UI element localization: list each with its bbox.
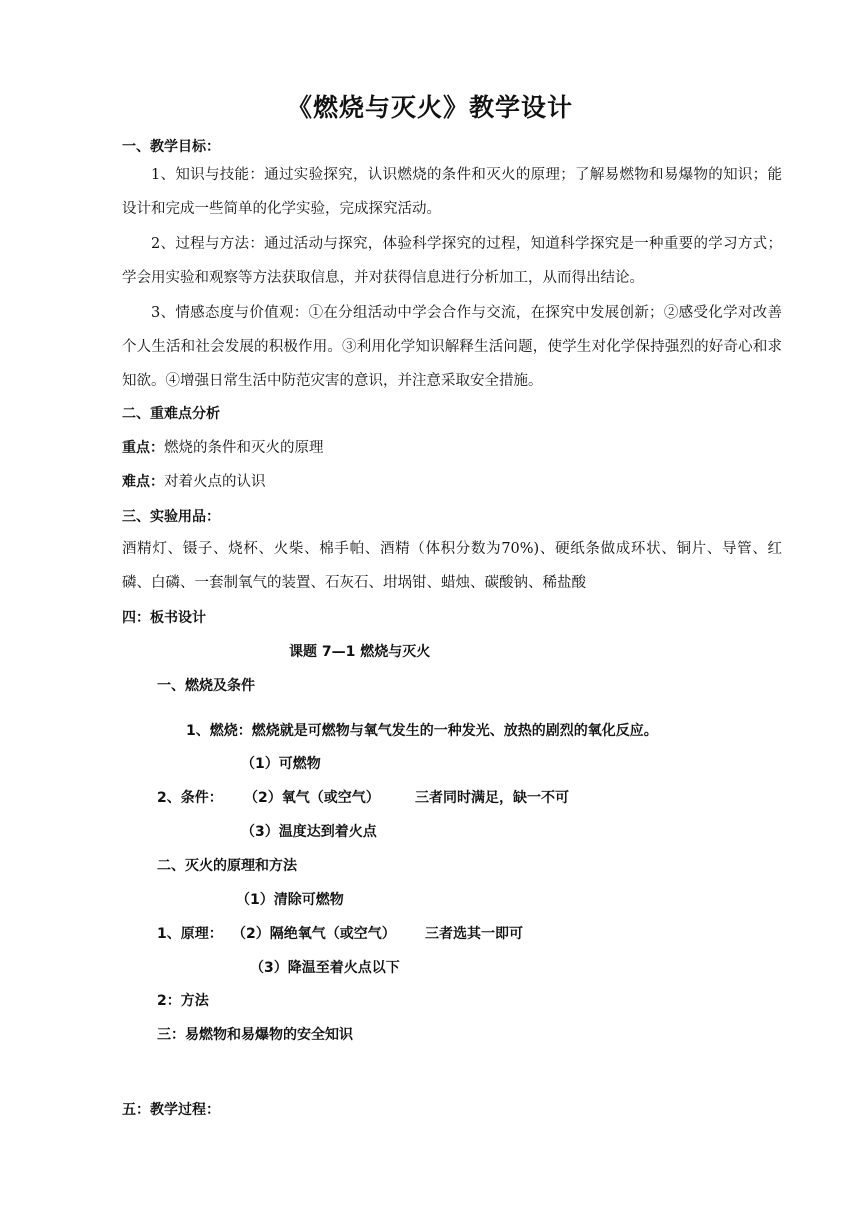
condition-1: （1）可燃物 xyxy=(241,756,321,772)
board-part1: 一、燃烧及条件 xyxy=(157,678,255,694)
combustion-definition: 1、燃烧：燃烧就是可燃物与氧气发生的一种发光、放热的剧烈的氧化反应。 xyxy=(186,723,658,739)
board-part2: 二、灭火的原理和方法 xyxy=(157,858,297,874)
difficult-point-text: 对着火点的认识 xyxy=(164,474,266,490)
condition-note: 三者同时满足，缺一不可 xyxy=(415,790,569,806)
principle-2: （2）隔绝氧气（或空气） xyxy=(232,926,396,942)
materials-list: 酒精灯、镊子、烧杯、火柴、棉手帕、酒精（体积分数为70%)、硬纸条做成环状、铜片、导管、红磷、白磷、一套制氧气的装置、石灰石、坩埚钳、蜡烛、碳酸钠、稀盐酸 xyxy=(122,541,782,591)
document-title: 《燃烧与灭火》教学设计 xyxy=(286,93,573,122)
difficult-point xyxy=(122,472,266,492)
principle-label: 1、原理： xyxy=(157,926,223,942)
section-heading-objectives: 一、教学目标： xyxy=(122,139,220,155)
principle-1: （1）清除可燃物 xyxy=(236,892,344,908)
key-point xyxy=(122,438,324,458)
key-point-text: 燃烧的条件和灭火的原理 xyxy=(164,440,324,456)
section-heading-keypoints: 二、重难点分析 xyxy=(122,406,220,422)
board-part3: 三：易燃物和易爆物的安全知识 xyxy=(157,1027,353,1043)
objective-process: 2、过程与方法：通过活动与探究，体验科学探究的过程，知道科学探究是一种重要的学习方式；学会用实验和观察等方法获取信息，并对获得信息进行分析加工，从而得出结论。 xyxy=(122,236,782,286)
section-heading-materials: 三、实验用品： xyxy=(122,509,220,525)
difficult-point-label: 难点： xyxy=(122,474,164,490)
section-heading-process: 五：教学过程： xyxy=(122,1102,220,1118)
objective-attitude: 3、情感态度与价值观：①在分组活动中学会合作与交流，在探究中发展创新；②感受化学对改善个人生活和社会发展的积极作用。③利用化学知识解释生活问题，使学生对化学保持强烈的好奇心和求知欲。④增强日常生活中防范灾害的意识，并注意采取安全措施。 xyxy=(122,305,782,389)
method-label: 2：方法 xyxy=(157,993,209,1009)
section-heading-board: 四：板书设计 xyxy=(122,610,206,626)
principle-3: （3）降温至着火点以下 xyxy=(250,960,400,976)
objective-knowledge: 1、知识与技能：通过实验探究，认识燃烧的条件和灭火的原理；了解易燃物和易爆物的知识；能设计和完成一些简单的化学实验，完成探究活动。 xyxy=(122,167,782,217)
condition-2: （2）氧气（或空气） xyxy=(244,790,380,806)
condition-3: （3）温度达到着火点 xyxy=(241,824,377,840)
principle-note: 三者选其一即可 xyxy=(425,926,523,942)
key-point-label: 重点： xyxy=(122,440,164,456)
board-title: 课题 7—1 燃烧与灭火 xyxy=(289,644,431,660)
condition-label: 2、条件： xyxy=(157,790,223,806)
